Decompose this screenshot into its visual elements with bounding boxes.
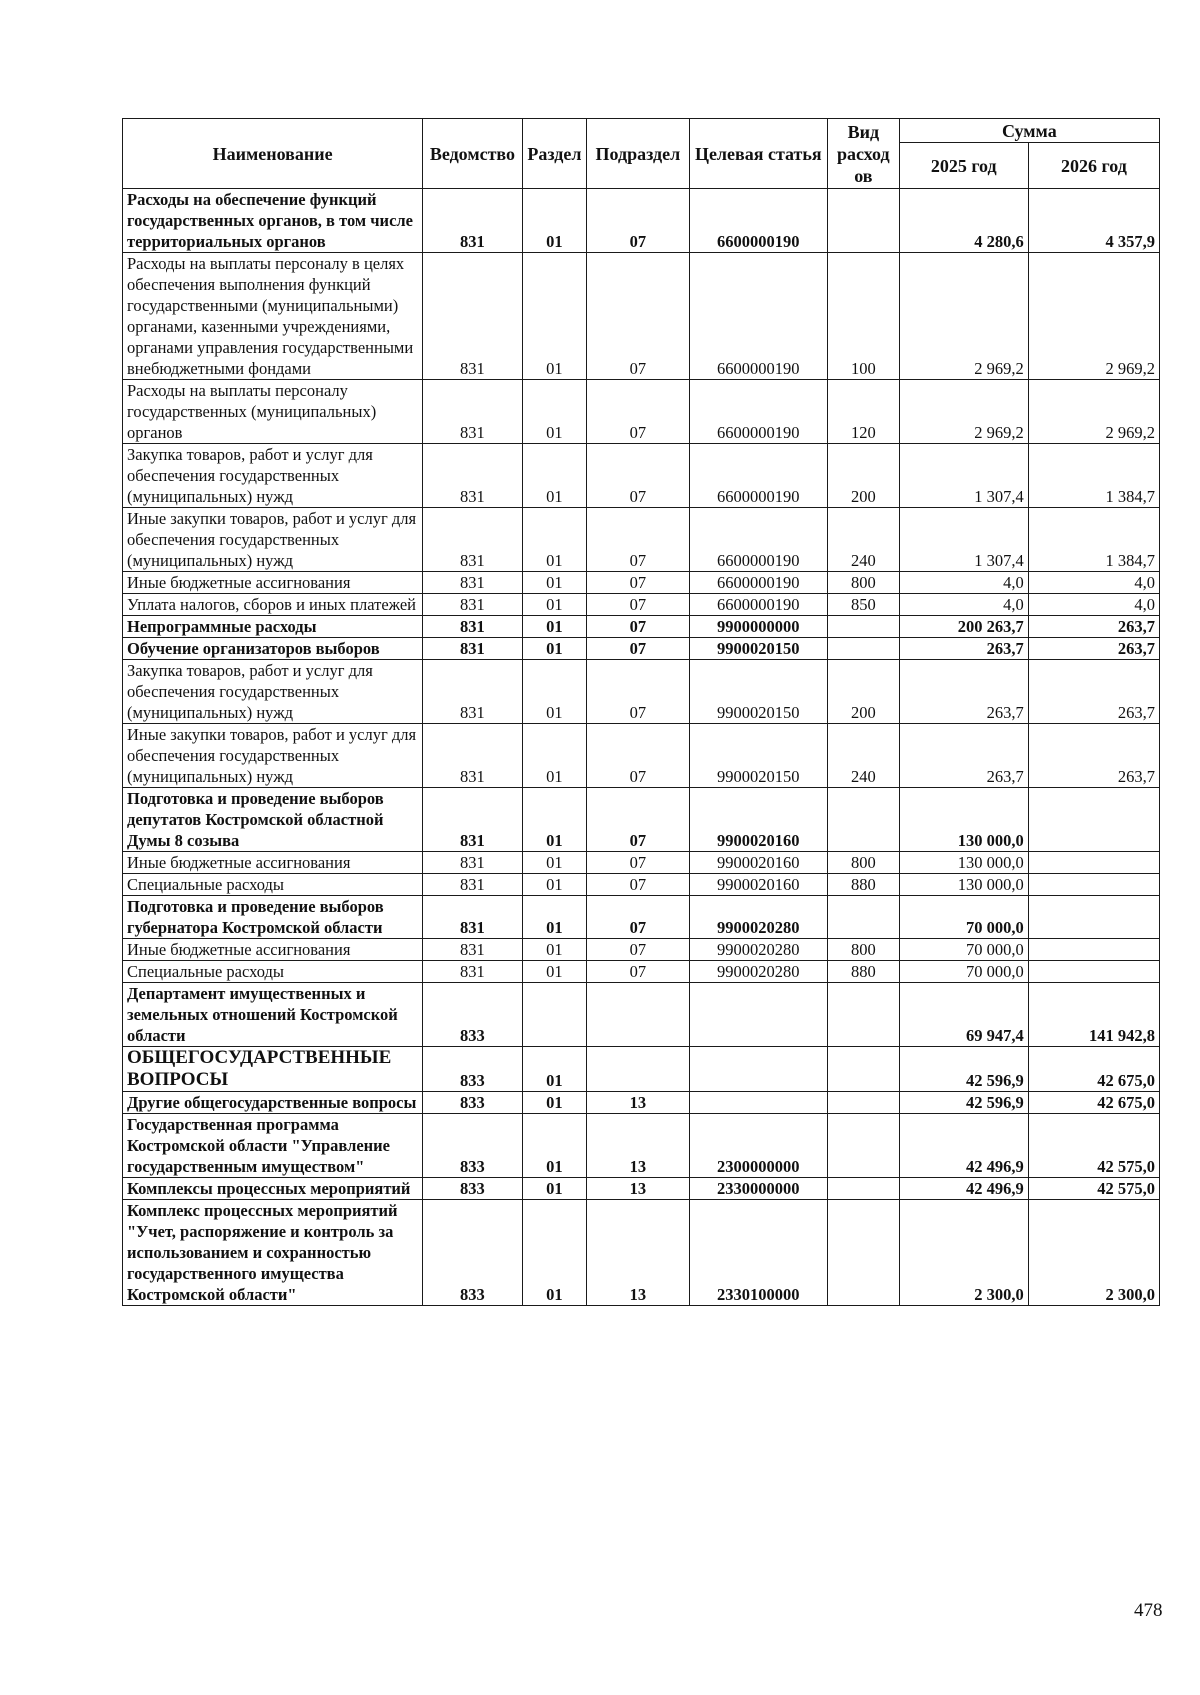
cell-sum-2025: 2 969,2 [899,253,1028,380]
cell-sum-2026 [1028,852,1159,874]
cell-section: 01 [522,638,587,660]
header-name: Наименование [123,119,423,189]
cell-target-article: 9900020280 [689,961,827,983]
cell-department: 833 [423,1200,522,1306]
cell-name: Специальные расходы [123,961,423,983]
cell-sum-2026 [1028,874,1159,896]
cell-subsection: 07 [587,638,689,660]
cell-subsection: 07 [587,896,689,939]
cell-sum-2026: 263,7 [1028,724,1159,788]
cell-subsection: 07 [587,572,689,594]
cell-sum-2025: 130 000,0 [899,874,1028,896]
cell-section: 01 [522,594,587,616]
table-row [123,939,1160,961]
cell-target-article: 2330100000 [689,1200,827,1306]
cell-section: 01 [522,852,587,874]
cell-department: 831 [423,874,522,896]
cell-section: 01 [522,874,587,896]
table-row [123,189,1160,253]
cell-sum-2025: 70 000,0 [899,939,1028,961]
table-row [123,638,1160,660]
cell-department: 833 [423,1047,522,1092]
cell-subsection: 07 [587,660,689,724]
cell-expense-type [827,1200,899,1306]
cell-target-article: 6600000190 [689,189,827,253]
header-year-2025: 2025 год [899,143,1028,189]
cell-sum-2025: 4 280,6 [899,189,1028,253]
cell-expense-type [827,983,899,1047]
cell-target-article [689,983,827,1047]
cell-expense-type: 880 [827,961,899,983]
cell-section: 01 [522,896,587,939]
cell-expense-type: 240 [827,508,899,572]
cell-target-article: 9900020150 [689,724,827,788]
cell-name: Закупка товаров, работ и услуг для обеспечения государственных (муниципальных) нужд [123,660,423,724]
cell-department: 831 [423,939,522,961]
cell-name: Комплексы процессных мероприятий [123,1178,423,1200]
cell-sum-2026 [1028,961,1159,983]
cell-sum-2026: 42 675,0 [1028,1092,1159,1114]
cell-expense-type [827,616,899,638]
cell-sum-2025: 1 307,4 [899,444,1028,508]
cell-target-article [689,1047,827,1092]
cell-sum-2026: 263,7 [1028,616,1159,638]
cell-subsection: 07 [587,852,689,874]
cell-target-article: 6600000190 [689,508,827,572]
cell-sum-2025: 69 947,4 [899,983,1028,1047]
cell-name: Иные бюджетные ассигнования [123,939,423,961]
page-number: 478 [1134,1600,1163,1621]
cell-section: 01 [522,572,587,594]
table-row [123,1114,1160,1178]
cell-expense-type: 850 [827,594,899,616]
cell-sum-2025: 42 596,9 [899,1092,1028,1114]
cell-expense-type: 200 [827,660,899,724]
cell-department: 831 [423,660,522,724]
cell-sum-2026: 141 942,8 [1028,983,1159,1047]
cell-section: 01 [522,788,587,852]
cell-expense-type [827,1178,899,1200]
cell-name: Департамент имущественных и земельных отношений Костромской области [123,983,423,1047]
cell-expense-type [827,1114,899,1178]
cell-department: 831 [423,852,522,874]
header-sum: Сумма [899,119,1159,143]
cell-expense-type: 800 [827,939,899,961]
cell-department: 833 [423,1178,522,1200]
table-row [123,1047,1160,1092]
cell-section: 01 [522,1200,587,1306]
cell-department: 831 [423,444,522,508]
cell-sum-2025: 263,7 [899,638,1028,660]
cell-department: 831 [423,961,522,983]
cell-department: 831 [423,724,522,788]
cell-name: Подготовка и проведение выборов депутатов Костромской областной Думы 8 созыва [123,788,423,852]
cell-section: 01 [522,444,587,508]
cell-sum-2025: 130 000,0 [899,788,1028,852]
cell-section: 01 [522,660,587,724]
cell-department: 831 [423,572,522,594]
cell-department: 831 [423,189,522,253]
cell-name: Иные бюджетные ассигнования [123,852,423,874]
cell-subsection: 07 [587,961,689,983]
cell-expense-type: 200 [827,444,899,508]
cell-sum-2025: 130 000,0 [899,852,1028,874]
cell-name: Обучение организаторов выборов [123,638,423,660]
cell-target-article: 6600000190 [689,572,827,594]
cell-department: 831 [423,616,522,638]
cell-expense-type [827,1092,899,1114]
table-row [123,572,1160,594]
cell-sum-2026: 2 300,0 [1028,1200,1159,1306]
cell-target-article [689,1092,827,1114]
cell-subsection: 07 [587,616,689,638]
cell-name: Закупка товаров, работ и услуг для обеспечения государственных (муниципальных) нужд [123,444,423,508]
header-department: Ведомство [423,119,522,189]
cell-section: 01 [522,724,587,788]
cell-sum-2026: 4,0 [1028,572,1159,594]
cell-target-article: 9900020280 [689,939,827,961]
cell-subsection: 07 [587,939,689,961]
cell-sum-2025: 263,7 [899,660,1028,724]
cell-subsection [587,983,689,1047]
header-section: Раздел [522,119,587,189]
cell-department: 831 [423,788,522,852]
cell-target-article: 6600000190 [689,253,827,380]
cell-target-article: 9900020280 [689,896,827,939]
cell-section: 01 [522,253,587,380]
cell-subsection: 07 [587,874,689,896]
cell-expense-type: 240 [827,724,899,788]
cell-section: 01 [522,939,587,961]
cell-section: 01 [522,616,587,638]
table-row [123,1092,1160,1114]
cell-sum-2025: 4,0 [899,572,1028,594]
cell-expense-type: 800 [827,852,899,874]
cell-subsection [587,1047,689,1092]
cell-name: Расходы на выплаты персоналу государственных (муниципальных) органов [123,380,423,444]
cell-subsection: 07 [587,724,689,788]
cell-section [522,983,587,1047]
cell-subsection: 13 [587,1178,689,1200]
cell-target-article: 6600000190 [689,380,827,444]
cell-name: Комплекс процессных мероприятий "Учет, распоряжение и контроль за использованием и сохранностью государственного имущества Костромской области" [123,1200,423,1306]
cell-sum-2025: 4,0 [899,594,1028,616]
cell-target-article: 2330000000 [689,1178,827,1200]
cell-target-article: 6600000190 [689,444,827,508]
cell-sum-2026 [1028,939,1159,961]
header-year-2026: 2026 год [1028,143,1159,189]
cell-department: 831 [423,380,522,444]
cell-expense-type: 800 [827,572,899,594]
cell-sum-2026: 2 969,2 [1028,253,1159,380]
cell-expense-type [827,896,899,939]
table-row [123,874,1160,896]
cell-sum-2025: 200 263,7 [899,616,1028,638]
cell-subsection: 13 [587,1092,689,1114]
cell-sum-2026: 263,7 [1028,638,1159,660]
cell-subsection: 13 [587,1200,689,1306]
table-row [123,380,1160,444]
cell-department: 831 [423,508,522,572]
cell-name: Государственная программа Костромской области "Управление государственным имуществом" [123,1114,423,1178]
cell-department: 833 [423,1092,522,1114]
cell-section: 01 [522,380,587,444]
cell-expense-type [827,1047,899,1092]
table-row [123,896,1160,939]
cell-sum-2025: 42 496,9 [899,1114,1028,1178]
header-target-article: Целевая статья [689,119,827,189]
cell-expense-type: 120 [827,380,899,444]
cell-expense-type: 880 [827,874,899,896]
table-row [123,852,1160,874]
cell-department: 831 [423,594,522,616]
budget-table [122,118,1160,1306]
cell-section: 01 [522,1047,587,1092]
cell-target-article: 9900000000 [689,616,827,638]
table-row [123,660,1160,724]
cell-subsection: 07 [587,189,689,253]
cell-expense-type: 100 [827,253,899,380]
cell-sum-2026: 4 357,9 [1028,189,1159,253]
cell-expense-type [827,788,899,852]
cell-sum-2026: 263,7 [1028,660,1159,724]
table-row [123,788,1160,852]
cell-target-article: 9900020150 [689,638,827,660]
cell-name: Расходы на обеспечение функций государственных органов, в том числе территориальных органов [123,189,423,253]
cell-sum-2026: 1 384,7 [1028,444,1159,508]
cell-section: 01 [522,189,587,253]
cell-sum-2025: 2 300,0 [899,1200,1028,1306]
cell-name: Иные закупки товаров, работ и услуг для обеспечения государственных (муниципальных) нужд [123,508,423,572]
cell-name: Уплата налогов, сборов и иных платежей [123,594,423,616]
cell-sum-2025: 42 596,9 [899,1047,1028,1092]
cell-name: Непрограммные расходы [123,616,423,638]
cell-sum-2025: 42 496,9 [899,1178,1028,1200]
cell-sum-2026: 1 384,7 [1028,508,1159,572]
cell-subsection: 07 [587,380,689,444]
cell-section: 01 [522,961,587,983]
table-row [123,983,1160,1047]
cell-target-article: 9900020160 [689,874,827,896]
table-row [123,508,1160,572]
cell-section: 01 [522,1114,587,1178]
cell-subsection: 07 [587,594,689,616]
cell-sum-2026 [1028,788,1159,852]
cell-name: Расходы на выплаты персоналу в целях обеспечения выполнения функций государственными (муниципальными) органами, казенными учреждениями, органами управления государственными внебюджетными фондами [123,253,423,380]
cell-section: 01 [522,508,587,572]
cell-department: 833 [423,983,522,1047]
cell-name: Иные бюджетные ассигнования [123,572,423,594]
cell-sum-2025: 70 000,0 [899,961,1028,983]
cell-sum-2026: 42 675,0 [1028,1047,1159,1092]
cell-target-article: 9900020160 [689,788,827,852]
table-row [123,961,1160,983]
cell-name: Подготовка и проведение выборов губернатора Костромской области [123,896,423,939]
cell-sum-2025: 2 969,2 [899,380,1028,444]
cell-target-article: 6600000190 [689,594,827,616]
cell-sum-2025: 70 000,0 [899,896,1028,939]
cell-name: Другие общегосударственные вопросы [123,1092,423,1114]
cell-section: 01 [522,1092,587,1114]
cell-target-article: 9900020150 [689,660,827,724]
table-row [123,1200,1160,1306]
table-row [123,724,1160,788]
cell-sum-2025: 1 307,4 [899,508,1028,572]
cell-sum-2026: 42 575,0 [1028,1178,1159,1200]
header-expense-type: Вид расход ов [827,119,899,189]
cell-department: 833 [423,1114,522,1178]
cell-expense-type [827,189,899,253]
cell-department: 831 [423,896,522,939]
cell-subsection: 07 [587,444,689,508]
cell-sum-2026 [1028,896,1159,939]
cell-sum-2025: 263,7 [899,724,1028,788]
cell-subsection: 13 [587,1114,689,1178]
cell-sum-2026: 2 969,2 [1028,380,1159,444]
table-row [123,1178,1160,1200]
cell-name: Специальные расходы [123,874,423,896]
cell-department: 831 [423,638,522,660]
cell-subsection: 07 [587,788,689,852]
cell-section: 01 [522,1178,587,1200]
header-subsection: Подраздел [587,119,689,189]
cell-target-article: 9900020160 [689,852,827,874]
cell-target-article: 2300000000 [689,1114,827,1178]
table-row [123,253,1160,380]
cell-sum-2026: 4,0 [1028,594,1159,616]
cell-expense-type [827,638,899,660]
cell-subsection: 07 [587,253,689,380]
cell-department: 831 [423,253,522,380]
cell-name: ОБЩЕГОСУДАРСТВЕННЫЕ ВОПРОСЫ [123,1047,423,1092]
table-row [123,594,1160,616]
cell-sum-2026: 42 575,0 [1028,1114,1159,1178]
table-row [123,444,1160,508]
table-row [123,616,1160,638]
cell-name: Иные закупки товаров, работ и услуг для обеспечения государственных (муниципальных) нужд [123,724,423,788]
cell-subsection: 07 [587,508,689,572]
